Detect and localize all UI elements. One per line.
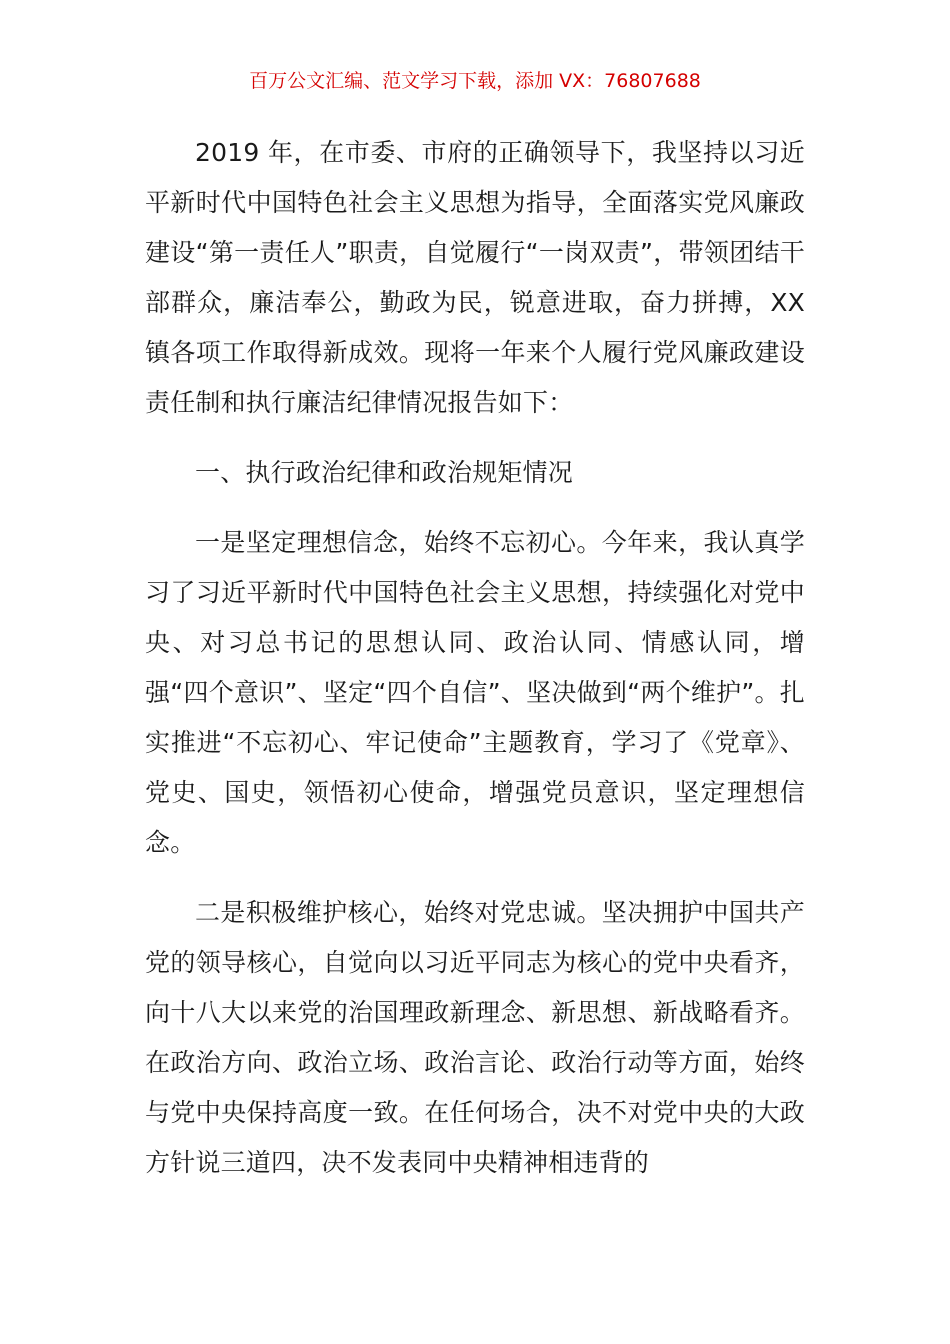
paragraph-point-one: 一是坚定理想信念，始终不忘初心。今年来，我认真学习了习近平新时代中国特色社会主义思想，持续强化对党中央、对习总书记的思想认同、政治认同、情感认同，增强“四个意识”、坚定“四个自信”、坚决做到“两个维护”。扎实推进“不忘初心、牢记使命”主题教育，学习了《党章》、党史、国史，领悟初心使命，增强党员意识，坚定理想信念。 <box>145 528 805 857</box>
paragraph-intro: 2019 年，在市委、市府的正确领导下，我坚持以习近平新时代中国特色社会主义思想为指导，全面落实党风廉政建设“第一责任人”职责，自觉履行“一岗双责”，带领团结干部群众，廉洁奉公，勤政为民，锐意进取，奋力拼搏，XX 镇各项工作取得新成效。现将一年来个人履行党风廉政建设责任制和执行廉洁纪律情况报告如下： <box>145 138 805 417</box>
section-heading: 一、执行政治纪律和政治规矩情况 <box>195 458 574 487</box>
header-notice: 百万公文汇编、范文学习下载，添加 VX：76807688 <box>249 70 701 92</box>
paragraph-point-two: 二是积极维护核心，始终对党忠诚。坚决拥护中国共产党的领导核心，自觉向以习近平同志为核心的党中央看齐，向十八大以来党的治国理政新理念、新思想、新战略看齐。在政治方向、政治立场、政治言论、政治行动等方面，始终与党中央保持高度一致。在任何场合，决不对党中央的大政方针说三道四，决不发表同中央精神相违背的 <box>145 898 805 1177</box>
document-body <box>145 128 805 1208</box>
